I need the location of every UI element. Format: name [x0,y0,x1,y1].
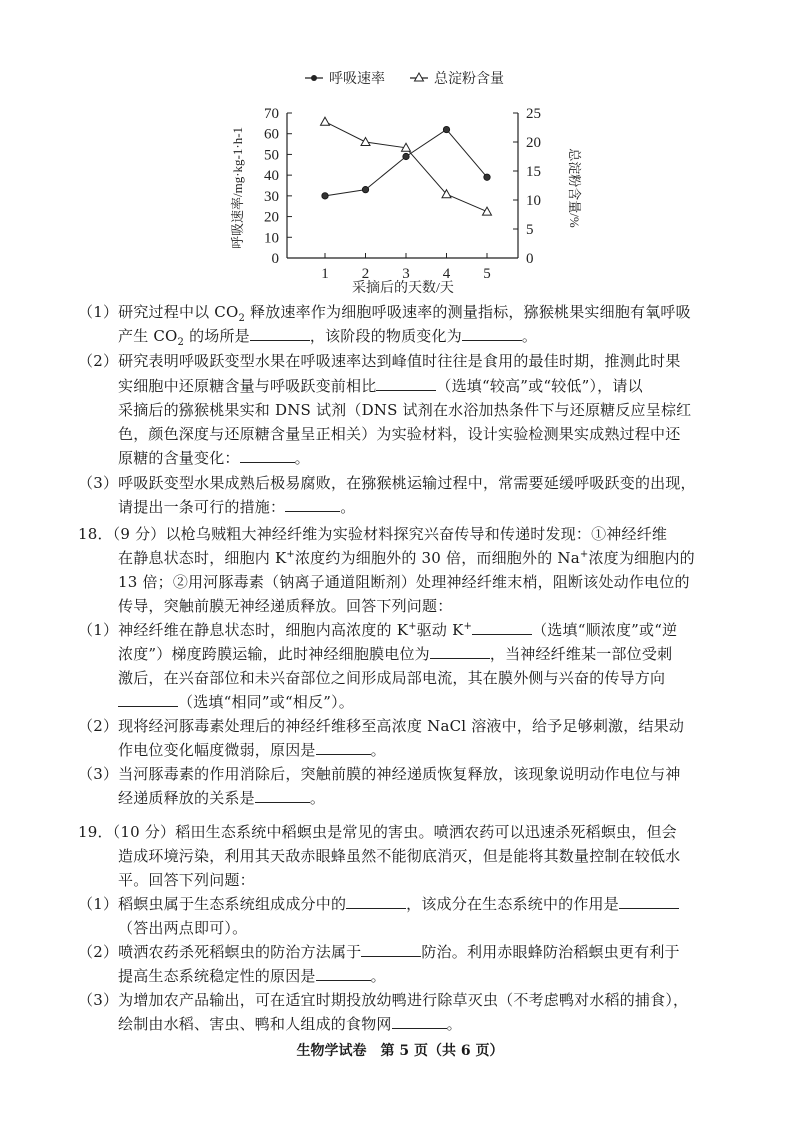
x-tick-label: 1 [321,266,329,282]
text: 。 [294,449,310,467]
q18-part2-line2 [118,740,386,760]
y-tick-label: 20 [264,209,279,226]
answer-blank[interactable] [361,942,421,957]
series-line-respiration [325,130,487,196]
q18-part2-line1: （2）现将经河豚毒素处理后的神经纤维移至高浓度 NaCl 溶液中，给予足够刺激，结果动 [78,717,685,735]
text: （1）神经纤维在静息状态时，细胞内高浓度的 K [78,621,409,639]
text: 提高生态系统稳定性的原因是 [118,967,316,985]
text: 请提出一条可行的措施： [118,498,286,516]
q17-part2-line1: （2）研究表明呼吸跃变型水果在呼吸速率达到峰值时往往是食用的最佳时期，推测此时果 [78,352,681,370]
text: 作电位变化幅度微弱，原因是 [118,741,316,759]
q17-part1-line2 [118,326,537,346]
subscript: 2 [177,337,185,348]
text: 释放速率作为细胞呼吸速率的测量指标，猕猴桃果实细胞有氧呼吸 [245,303,691,321]
subscript: 2 [238,313,246,324]
x-tick-label: 5 [483,266,491,282]
q19-part1-line1 [78,894,679,914]
q19-part2-line2 [118,966,386,986]
q18-part1-line1 [78,620,677,640]
text: 防治。利用赤眼蜂防治稻螟虫更有利于 [421,943,680,961]
q17-part1-line1 [78,302,691,322]
legend-label-respiration: 呼吸速率 [329,72,385,87]
q19-stem-line2: 造成环境污染，利用其天敌赤眼蜂虽然不能彻底消灭，但是能将其数量控制在较低水 [118,847,681,865]
answer-blank[interactable] [118,692,178,707]
axes [264,106,541,282]
q19-part3-line2 [118,1014,462,1034]
answer-blank[interactable] [250,326,310,341]
legend-label-starch: 总淀粉含量 [434,72,504,87]
q17-part2-line2 [118,376,643,396]
text: （1）研究过程中以 CO [78,303,239,321]
q18-part1-line3: 激后，在兴奋部位和未兴奋部位之间形成局部电流，其在膜外侧与兴奋的传导方向 [118,669,666,687]
data-point-starch [483,207,492,215]
text: 。 [340,498,356,516]
q18-part1-line4 [118,692,354,712]
text: 原糖的含量变化： [118,449,240,467]
q19-part2-line1 [78,942,680,962]
y-tick-label: 70 [264,106,279,122]
superscript: + [408,621,417,632]
text: 浓度”）梯度跨膜运输，此时神经细胞膜电位为 [118,645,430,663]
text: ，该成分在生态系统中的作用是 [406,895,619,913]
answer-blank[interactable] [240,448,295,463]
text: 浓度为细胞内的 [588,549,695,567]
data-point-respiration [322,193,328,199]
answer-blank[interactable] [285,497,340,512]
text: ，当神经纤维某一部位受刺 [489,645,673,663]
answer-blank[interactable] [392,1014,447,1029]
data-point-respiration [362,186,368,192]
answer-blank[interactable] [346,894,406,909]
text: ，该阶段的物质变化为 [309,327,462,345]
text: 浓度约为细胞外的 30 倍，而细胞外的 Na [294,549,580,567]
q19-stem-line1: 19．（10 分）稻田生态系统中稻螟虫是常见的害虫。喷洒农药可以迅速杀死稻螟虫，但会 [78,823,677,841]
y2-tick-label: 5 [526,222,534,238]
text: 绘制由水稻、害虫、鸭和人组成的食物网 [118,1015,392,1033]
text: （2）喷洒农药杀死稻螟虫的防治方法属于 [78,943,362,961]
data-point-starch [321,117,330,125]
text: 在静息状态时，细胞内 K [118,549,287,567]
superscript: + [463,621,473,632]
text: 。 [370,967,386,985]
data-point-respiration [443,126,449,132]
answer-blank[interactable] [316,740,371,755]
page-footer: 生物学试卷 第 5 页（共 6 页） [296,1043,504,1059]
y2-tick-label: 25 [526,106,541,122]
y2-tick-label: 20 [526,135,541,151]
y2-axis-label: 总淀粉含量/% [567,148,582,228]
x-tick-label: 4 [442,266,451,282]
q19-part1-line2: （答出两点即可）。 [118,919,248,937]
y-tick-label: 0 [271,251,279,267]
series [321,117,492,215]
text: 。 [521,327,538,345]
y-axis-label: 呼吸速率/mg·kg-1·h-1 [230,126,245,250]
y2-tick-label: 0 [526,251,534,267]
text: （选填“相同”或“相反”）。 [178,693,354,711]
text: （1）稻螟虫属于生态系统组成成分中的 [78,895,347,913]
text: （选填“顺浓度”或“逆 [532,621,678,639]
q18-stem-line3: 13 倍；②用河豚毒素（钠离子通道阻断剂）处理神经纤维末梢，阻断该处动作电位的 [118,573,690,591]
q18-stem-line2 [118,548,695,568]
data-point-starch [361,138,370,146]
q17-part3-line2 [118,497,355,517]
y-tick-label: 30 [264,188,279,205]
data-point-respiration [484,174,490,180]
answer-blank[interactable] [619,894,679,909]
q17-part2-line3: 采摘后的猕猴桃果实和 DNS 试剂（DNS 试剂在水浴加热条件下与还原糖反应呈棕红 [118,401,692,419]
q17-part3-line1: （3）呼吸跃变型水果成熟后极易腐败，在猕猴桃运输过程中，常需要延缓呼吸跃变的出现， [78,474,696,492]
line-chart [220,60,600,300]
x-axis-label: 采摘后的天数/天 [352,281,454,296]
superscript: + [579,549,589,560]
text: 。 [370,741,386,759]
data-point-respiration [403,153,409,159]
answer-blank[interactable] [255,788,310,803]
answer-blank[interactable] [376,376,436,391]
q19-stem-line3: 平。回答下列问题： [118,871,255,889]
series-line-starch [325,122,487,212]
x-tick-label: 3 [402,266,410,282]
y2-tick-label: 15 [526,164,541,180]
text: 经递质释放的关系是 [118,789,255,807]
text: 实细胞中还原糖含量与呼吸跃变前相比 [118,377,377,395]
legend-marker-starch [415,73,424,81]
answer-blank[interactable] [472,620,532,635]
q18-part3-line2 [118,788,325,808]
y-tick-label: 40 [264,168,279,185]
legend-marker-respiration [311,75,317,81]
answer-blank[interactable] [430,644,490,659]
answer-blank[interactable] [462,326,522,341]
q18-stem-line4: 传导，突触前膜无神经递质释放。回答下列问题： [118,597,453,615]
superscript: + [286,549,295,560]
text: 。 [446,1015,462,1033]
answer-blank[interactable] [316,966,371,981]
q19-part3-line1: （3）为增加农产品输出，可在适宜时期投放幼鸭进行除草灭虫（不考虑鸭对水稻的捕食）， [78,991,689,1009]
q18-part1-line2 [118,644,672,664]
text: 驱动 K [416,621,464,639]
y-tick-label: 10 [264,230,279,247]
x-tick-label: 2 [361,266,370,282]
y2-tick-label: 10 [526,193,541,209]
y-tick-label: 60 [264,126,279,143]
text: 。 [309,789,326,807]
legend [305,70,504,87]
q18-part3-line1: （3）当河豚毒素的作用消除后，突触前膜的神经递质恢复释放，该现象说明动作电位与神 [78,765,681,783]
q17-part2-line5 [118,448,310,468]
text: 产生 CO [118,327,178,345]
q17-part2-line4: 色，颜色深度与还原糖含量呈正相关）为实验材料，设计实验检测果实成熟过程中还 [118,425,681,443]
y-tick-label: 50 [264,147,279,164]
q18-stem-line1: 18．（9 分）以枪乌贼粗大神经纤维为实验材料探究兴奋传导和传递时发现：①神经纤维 [78,525,668,543]
text: （选填“较高”或“较低”），请以 [436,377,643,395]
text: 的场所是 [184,327,250,345]
